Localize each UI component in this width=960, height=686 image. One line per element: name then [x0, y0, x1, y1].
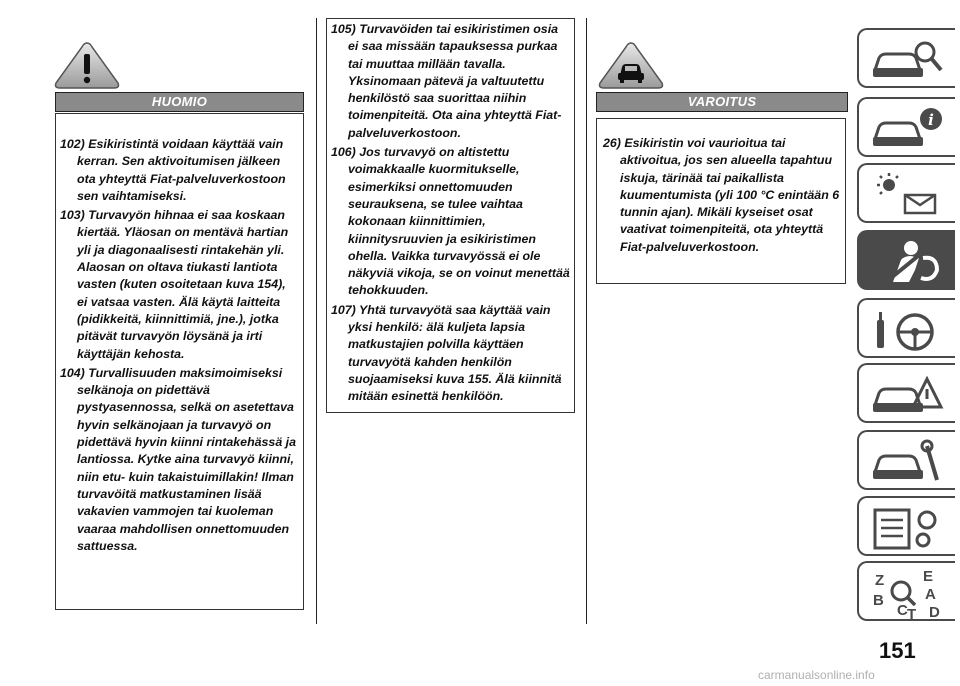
varoitus-box: [596, 118, 846, 284]
index-letter-e: E: [923, 569, 934, 585]
alphabetical-index-icon: [871, 569, 951, 621]
maintenance-tools-icon: [871, 438, 951, 486]
warning-car-icon: [596, 40, 666, 90]
watermark: carmanualsonline.info: [758, 668, 875, 682]
car-breakdown-icon: [871, 371, 951, 419]
sidebar-tab-technical-data[interactable]: [857, 496, 955, 556]
note-103: 103) Turvavyön hihnaa ei saa koskaan kiertää. Yläosan on mentävä hartian yli ja diagonaalisesti rintakehän yli. Alaosan on oltava tiukasti lantiota vasten (kuten osoitetaan kuva 154), ei vatsaa vasten. Älä käytä laitteita (pidikkeitä, kiinnittimiä, jne.), jotka pitävät turvavyön löysänä ja irti käyttäjän kehosta.: [60, 208, 289, 361]
index-letter-b: B: [873, 592, 884, 609]
note-26: 26) Esikiristin voi vaurioitua tai aktivoitua, jos sen alueella tapahtuu iskuja, tärinää tai paikallista kuumentumista (yli 100 °C enintään 6 tunnin ajan). Mikäli kyseiset osat vaativat toimenpiteitä, ota yhteyttä Fiat-palveluverkostoon.: [603, 136, 840, 254]
index-letter-c: C: [897, 602, 908, 619]
svg-text:i: i: [928, 111, 934, 129]
index-letter-t: T: [907, 606, 917, 621]
column-divider-right: [586, 18, 587, 624]
sidebar-tab-car-info[interactable]: [857, 97, 955, 157]
sidebar-tab-car-knowledge[interactable]: [857, 28, 955, 88]
note-102: 102) Esikiristintä voidaan käyttää vain kerran. Sen aktivoitumisen jälkeen ota yhteyttä Fiat-palveluverkostoon sen vaihtamiseksi.: [60, 137, 286, 203]
sidebar-tab-maintenance[interactable]: [857, 430, 955, 490]
sidebar-tab-warning-lights[interactable]: [857, 163, 955, 223]
varoitus-header: VAROITUS: [596, 92, 848, 112]
sidebar-tab-index[interactable]: [857, 561, 955, 621]
steering-wheel-icon: [871, 306, 951, 354]
huomio-box-continued: [326, 18, 575, 413]
warning-lights-icon: [871, 171, 951, 219]
warning-exclamation-icon: [52, 40, 122, 90]
car-info-icon: [871, 105, 951, 153]
huomio-header: HUOMIO: [55, 92, 304, 112]
technical-data-icon: [871, 504, 951, 552]
index-letter-a: A: [925, 586, 936, 603]
note-104: 104) Turvallisuuden maksimoimiseksi selkänoja on pidettävä pystyasennossa, selkä on asetettava hyvin selkänojaan ja turvavyö on pidettävä hyvin kiinni rintakehässä ja lantiossa. Kytke aina turvavyö kiinni, niin etu- kuin takaistuimillakin! Ilman turvavöitä matkustaminen lisää vakavien vammojen tai kuoleman vaaraa mahdollisen onnettomuuden sattuessa.: [60, 365, 296, 553]
seatbelt-airbag-icon: [871, 238, 951, 286]
note-107: 107) Yhtä turvavyötä saa käyttää vain yksi henkilö: älä kuljeta lapsia matkustajien polvilla käyttäen turvavyötä kahden henkilön suojaamiseksi kuva 155. Älä kiinnitä mitään esinettä henkilöön.: [331, 302, 562, 404]
column-divider-left: [316, 18, 317, 624]
note-106: 106) Jos turvavyö on altistettu voimakkaalle kuormitukselle, esimerkiksi onnettomuuden seurauksena, se tulee vaihtaa kokonaan kiinnittimien, kiinnitysruuvien ja esikiristimen ohella. Vaikka turvavyössä ei ole näkyviä vikoja, se on voinut menettää tehokkuuden.: [331, 145, 570, 298]
index-letter-z: Z: [875, 572, 885, 589]
index-letter-d: D: [929, 604, 940, 621]
huomio-box: [55, 113, 304, 610]
page-number: 151: [879, 638, 916, 663]
car-search-icon: [871, 36, 951, 84]
sidebar-tab-safety[interactable]: [857, 230, 955, 290]
note-105: 105) Turvavöiden tai esikiristimen osia ei saa missään tapauksessa purkaa tai muuttaa millään tavalla. Yksinomaan pätevä ja valtuutettu henkilöstö saa suorittaa niihin toimenpiteitä. Ota aina yhteyttä Fiat-palveluverkostoon.: [331, 22, 562, 140]
sidebar-tab-emergency[interactable]: [857, 363, 955, 423]
sidebar-tab-starting-driving[interactable]: [857, 298, 955, 358]
